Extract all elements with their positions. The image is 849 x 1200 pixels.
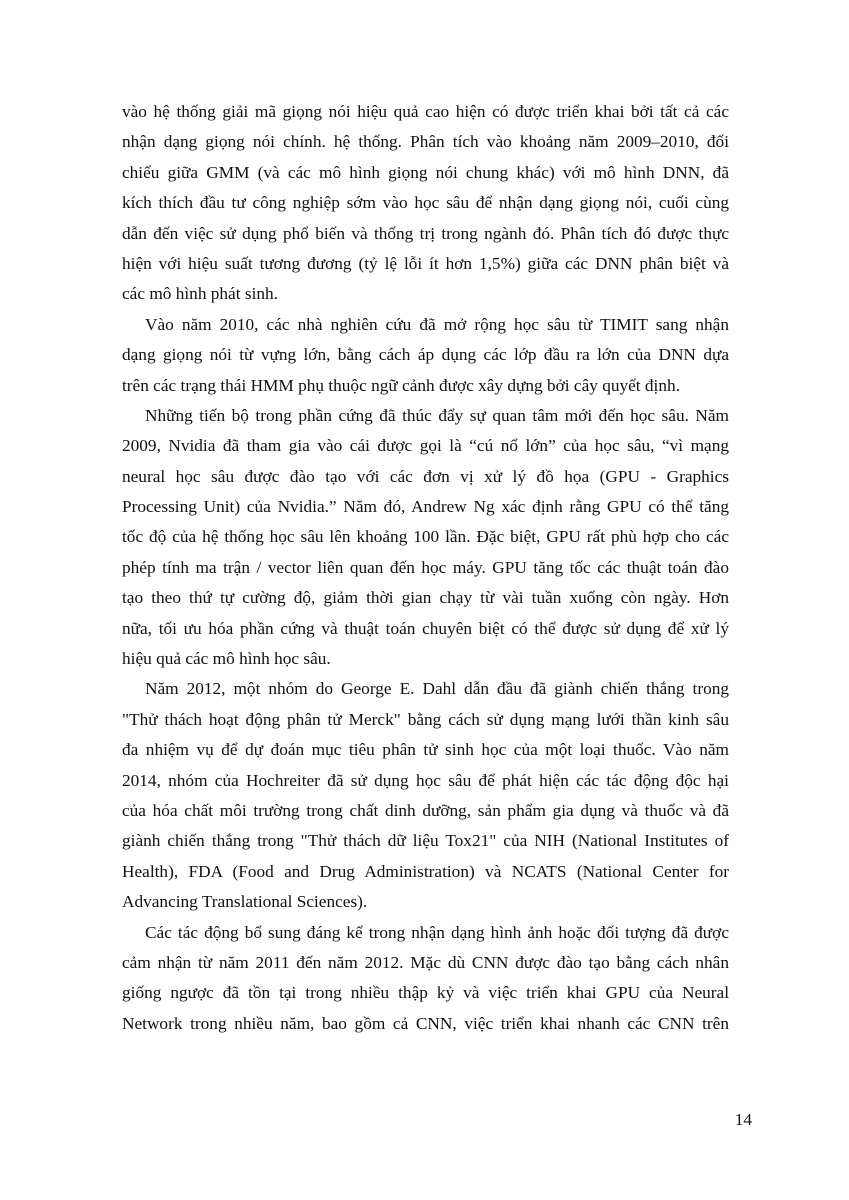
paragraph-4-line-2: "Thử thách hoạt động phân tử Merck" bằng cách sử dụng mạng lưới thần kinh sâu bbox=[122, 709, 729, 729]
paragraph-3-line-1: Những tiến bộ trong phần cứng đã thúc đẩy sự quan tâm mới đến học sâu. Năm bbox=[145, 405, 729, 425]
paragraph-4-line-4: 2014, nhóm của Hochreiter đã sử dụng học sâu để phát hiện các tác động độc hại bbox=[122, 770, 729, 790]
paragraph-5-line-2: cảm nhận từ năm 2011 đến năm 2012. Mặc dù CNN được đào tạo bằng cách nhân bbox=[122, 952, 729, 972]
paragraph-4-line-3: đa nhiệm vụ để dự đoán mục tiêu phân tử sinh học của một loại thuốc. Vào năm bbox=[122, 740, 729, 760]
body-text bbox=[122, 97, 729, 1039]
paragraph-3-line-9: hiệu quả các mô hình học sâu. bbox=[122, 649, 331, 669]
paragraph-1-line-5: dẫn đến việc sử dụng phổ biến và thống trị trong ngành đó. Phân tích đó được thực bbox=[122, 223, 729, 243]
paragraph-4-line-5: của hóa chất môi trường trong chất dinh dưỡng, sản phẩm gia dụng và thuốc và đã bbox=[122, 800, 729, 820]
paragraph-5-line-4: Network trong nhiều năm, bao gồm cả CNN, việc triển khai nhanh các CNN trên bbox=[122, 1013, 729, 1033]
paragraph-3-line-7: tạo theo thứ tự cường độ, giảm thời gian chạy từ vài tuần xuống còn ngày. Hơn bbox=[122, 588, 729, 608]
paragraph-2-line-1: Vào năm 2010, các nhà nghiên cứu đã mở rộng học sâu từ TIMIT sang nhận bbox=[145, 314, 729, 334]
paragraph-3-line-8: nữa, tối ưu hóa phần cứng và thuật toán chuyên biệt có thể được sử dụng để xử lý bbox=[122, 618, 729, 638]
paragraph-2-line-3: trên các trạng thái HMM phụ thuộc ngữ cảnh được xây dựng bởi cây quyết định. bbox=[122, 375, 680, 395]
paragraph-4-line-8: Advancing Translational Sciences). bbox=[122, 892, 368, 912]
paragraph-1-line-7: các mô hình phát sinh. bbox=[122, 284, 278, 304]
paragraph-3-line-6: phép tính ma trận / vector liên quan đến học máy. GPU tăng tốc các thuật toán đào bbox=[122, 557, 729, 577]
paragraph-4-line-1: Năm 2012, một nhóm do George E. Dahl dẫn đầu đã giành chiến thắng trong bbox=[145, 679, 729, 699]
paragraph-1-line-6: hiện với hiệu suất tương đương (tỷ lệ lỗi ít hơn 1,5%) giữa các DNN phân biệt và bbox=[122, 253, 729, 273]
paragraph-4-line-6: giành chiến thắng trong "Thử thách dữ liệu Tox21" của NIH (National Institutes of bbox=[122, 831, 729, 851]
paragraph-1-line-4: kích thích đầu tư công nghiệp sớm vào học sâu để nhận dạng giọng nói, cuối cùng bbox=[122, 193, 729, 213]
page-number: 14 bbox=[734, 1110, 752, 1129]
paragraph-3-line-4: Processing Unit) của Nvidia.” Năm đó, Andrew Ng xác định rằng GPU có thể tăng bbox=[122, 497, 729, 517]
paragraph-3-line-3: neural học sâu được đào tạo với các đơn vị xử lý đồ họa (GPU - Graphics bbox=[122, 466, 729, 486]
paragraph-1-line-2: nhận dạng giọng nói chính. hệ thống. Phân tích vào khoảng năm 2009–2010, đối bbox=[122, 132, 729, 152]
paragraph-3-line-5: tốc độ của hệ thống học sâu lên khoảng 100 lần. Đặc biệt, GPU rất phù hợp cho các bbox=[122, 527, 729, 547]
paragraph-5-line-1: Các tác động bổ sung đáng kể trong nhận dạng hình ảnh hoặc đối tượng đã được bbox=[145, 922, 729, 942]
paragraph-2-line-2: dạng giọng nói từ vựng lớn, bằng cách áp dụng các lớp đầu ra lớn của DNN dựa bbox=[122, 345, 729, 365]
paragraph-3-line-2: 2009, Nvidia đã tham gia vào cái được gọi là “cú nổ lớn” của học sâu, “vì mạng bbox=[122, 436, 729, 456]
paragraph-1-line-3: chiếu giữa GMM (và các mô hình giọng nói chung khác) với mô hình DNN, đã bbox=[122, 162, 729, 182]
paragraph-5-line-3: giống ngược đã tồn tại trong nhiều thập kỷ và việc triển khai GPU của Neural bbox=[122, 983, 729, 1003]
paragraph-1-line-1: vào hệ thống giải mã giọng nói hiệu quả cao hiện có được triển khai bởi tất cả các bbox=[122, 102, 729, 121]
paragraph-4-line-7: Health), FDA (Food and Drug Administration) và NCATS (National Center for bbox=[122, 861, 729, 881]
